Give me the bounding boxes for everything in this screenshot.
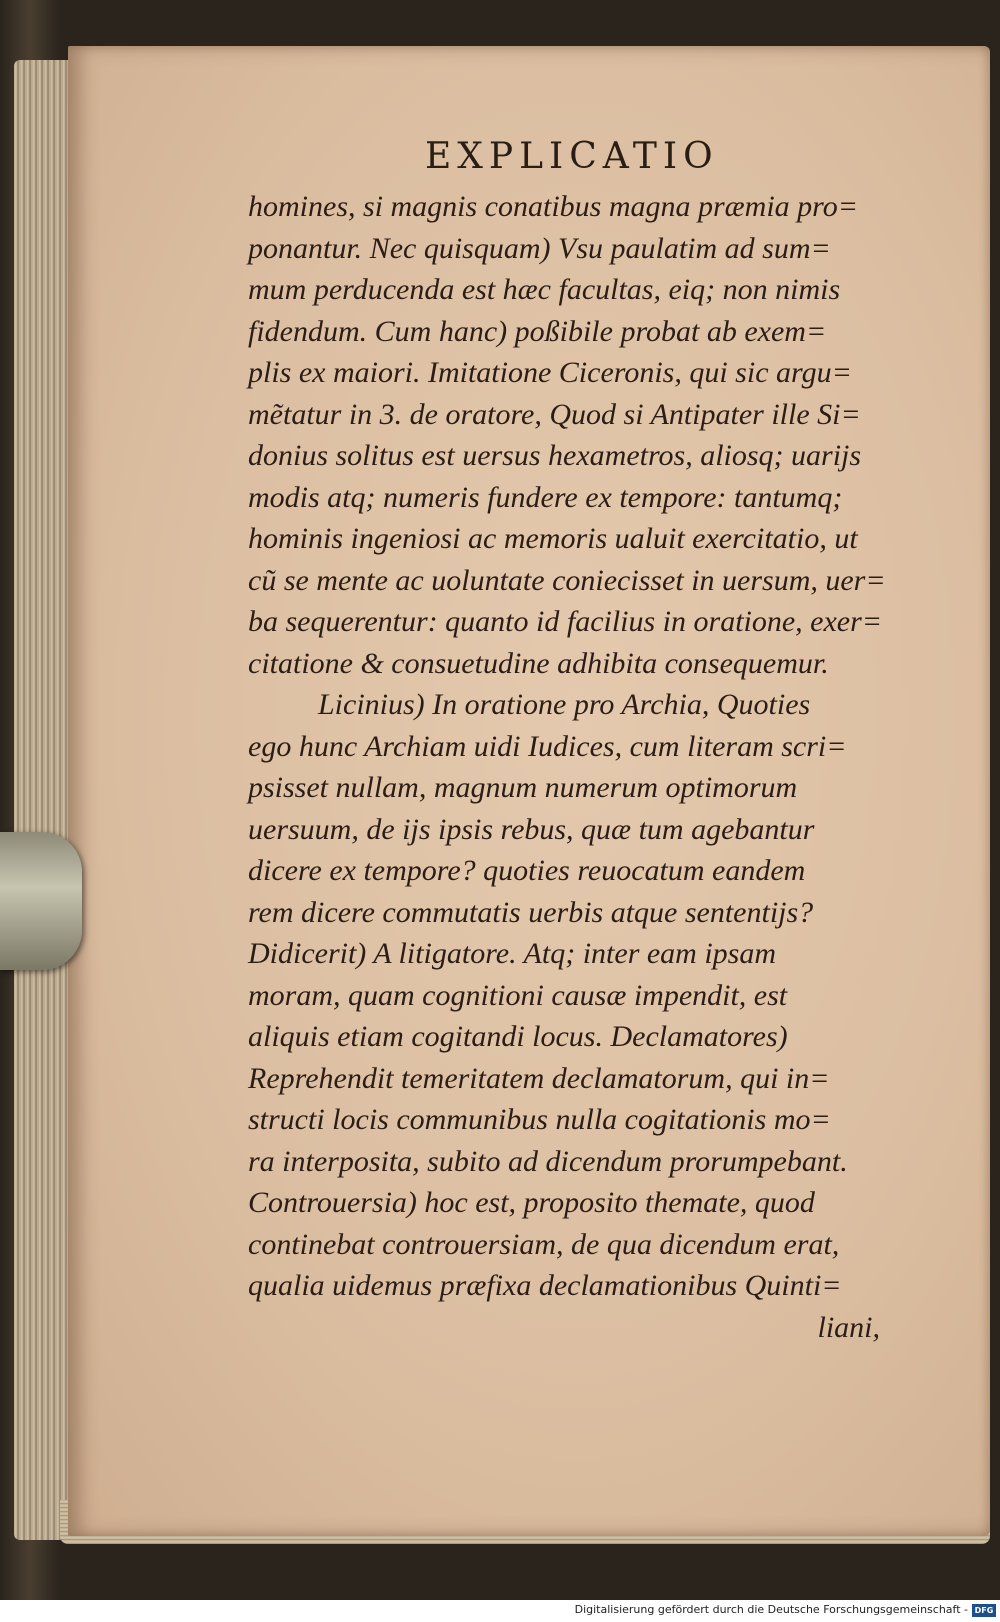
text-line: uersuum, de ijs ipsis rebus, quæ tum agebantur <box>248 812 815 846</box>
text-line: aliquis etiam cogitandi locus. Declamatores) <box>248 1020 788 1053</box>
text-line: citatione & consuetudine adhibita consequemur. <box>248 646 829 680</box>
text-line: qualia uidemus præfixa declamationibus Quinti= <box>248 1269 842 1302</box>
text-line: donius solitus est uersus hexametros, aliosq; uarijs <box>248 439 862 472</box>
text-line: mum perducenda est hæc facultas, eiq; non nimis <box>248 273 841 306</box>
text-line: hominis ingeniosi ac memoris ualuit exercitatio, ut <box>248 522 858 555</box>
page-text <box>248 186 908 1348</box>
footer-bar <box>0 1600 1000 1622</box>
text-line: mẽtatur in 3. de oratore, Quod si Antipater ille Si= <box>248 397 861 431</box>
text-line: moram, quam cognitioni causæ impendit, est <box>248 978 788 1012</box>
text-line: dicere ex tempore? quoties reuocatum eandem <box>248 854 806 887</box>
text-line: Didicerit) A litigatore. Atq; inter eam ipsam <box>248 937 777 970</box>
text-line: cũ se mente ac uoluntate coniecisset in uersum, uer= <box>248 563 886 597</box>
dfg-logo: DFG <box>972 1604 996 1617</box>
text-line: continebat controuersiam, de qua dicendum erat, <box>248 1227 840 1261</box>
text-line: rem dicere commutatis uerbis atque sententijs? <box>248 895 814 929</box>
text-line: structi locis communibus nulla cogitationis mo= <box>248 1103 831 1136</box>
text-line: ra interposita, subito ad dicendum prorumpebant. <box>248 1144 848 1178</box>
running-head: EXPLICATIO <box>425 136 719 177</box>
text-line: psisset nullam, magnum numerum optimorum <box>248 771 798 804</box>
funding-credit: Digitalisierung gefördert durch die Deutsche Forschungsgemeinschaft - <box>574 1603 968 1616</box>
text-line: Reprehendit temeritatem declamatorum, qui in= <box>248 1061 830 1095</box>
text-line: ponantur. Nec quisquam) Vsu paulatim ad sum= <box>248 231 831 265</box>
text-line: Licinius) In oratione pro Archia, Quoties <box>318 688 811 721</box>
catchword: liani, <box>817 1310 880 1344</box>
text-line: Controuersia) hoc est, proposito themate, quod <box>248 1186 815 1219</box>
text-line: modis atq; numeris fundere ex tempore: tantumq; <box>248 480 843 514</box>
text-line: fidendum. Cum hanc) poßibile probat ab exem= <box>248 314 827 348</box>
text-line: plis ex maiori. Imitatione Ciceronis, qui sic argu= <box>248 356 852 389</box>
text-line: ba sequerentur: quanto id facilius in oratione, exer= <box>248 605 883 638</box>
book-clasp <box>0 832 82 970</box>
text-line: homines, si magnis conatibus magna præmia pro= <box>248 190 858 223</box>
text-line: ego hunc Archiam uidi Iudices, cum literam scri= <box>248 729 847 763</box>
